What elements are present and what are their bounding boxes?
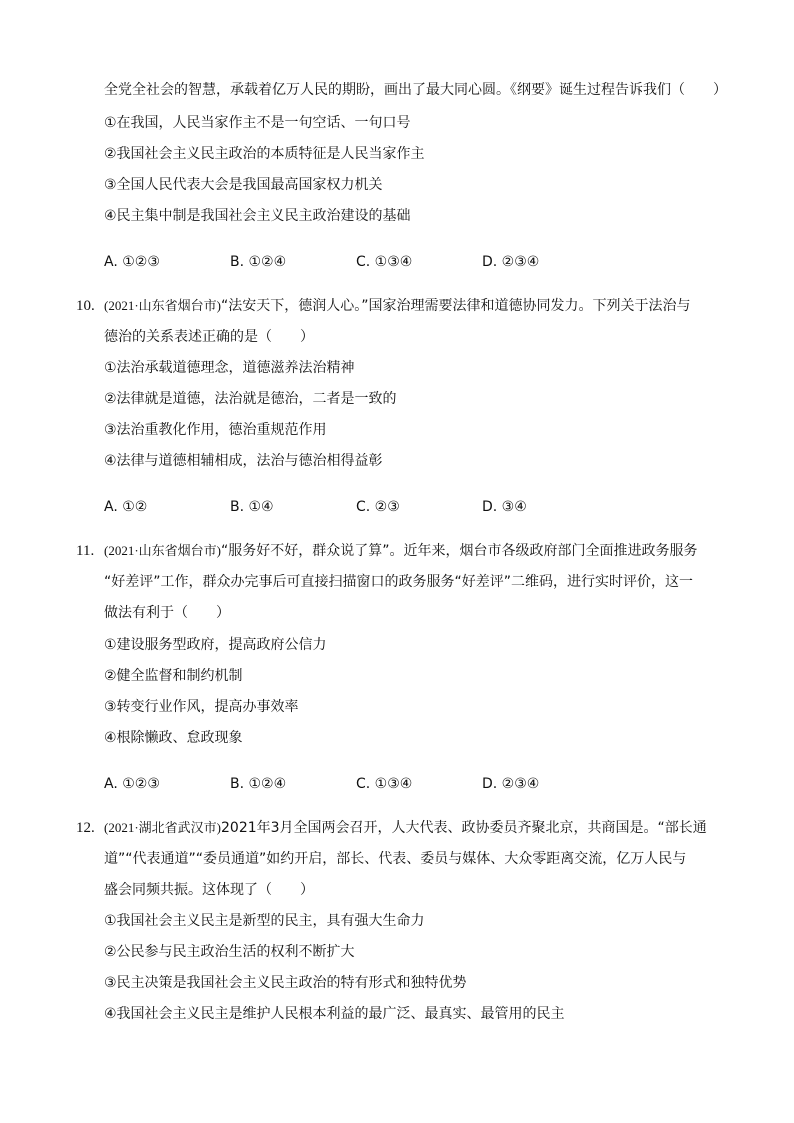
q9-stem-continuation: 全党全社会的智慧，承载着亿万人民的期盼，画出了最大同心圆。《纲要》诞生过程告诉我们（ ）	[104, 82, 727, 98]
q9-option-a: A. ①②③	[104, 254, 160, 270]
q12-statement-2: ②公民参与民主政治生活的权利不断扩大	[104, 944, 355, 960]
q10-stem-line-2: 德治的关系表述正确的是（ ）	[104, 329, 314, 345]
q9-statement-2: ②我国社会主义民主政治的本质特征是人民当家作主	[104, 146, 425, 162]
q12-number: 12.	[76, 820, 95, 836]
q11-stem-line-2: “好差评”工作，群众办完事后可直接扫描窗口的政务服务“好差评”二维码，进行实时评价，这一	[104, 574, 694, 590]
q11-option-a: A. ①②③	[104, 776, 160, 792]
q12-statement-3: ③民主决策是我国社会主义民主政治的特有形式和独特优势	[104, 975, 467, 991]
q9-option-d: D. ②③④	[482, 254, 540, 270]
q10-statement-4: ④法律与道德相辅相成，法治与德治相得益彰	[104, 453, 383, 469]
q10-option-a: A. ①②	[104, 499, 148, 515]
q11-stem-line-3: 做法有利于（ ）	[104, 605, 230, 621]
q9-statement-1: ①在我国，人民当家作主不是一句空话、一句口号	[104, 115, 411, 131]
q11-statement-4: ④根除懒政、怠政现象	[104, 730, 243, 746]
q12-statement-4: ④我国社会主义民主是维护人民根本利益的最广泛、最真实、最管用的民主	[104, 1006, 565, 1022]
q12-stem-line-1	[104, 818, 707, 838]
q10-option-d: D. ③④	[482, 499, 527, 515]
q11-statement-2: ②健全监督和制约机制	[104, 668, 243, 684]
q10-number: 10.	[76, 298, 95, 314]
q9-statement-4: ④民主集中制是我国社会主义民主政治建设的基础	[104, 208, 411, 224]
q11-statement-1: ①建设服务型政府，提高政府公信力	[104, 637, 327, 653]
q12-source: (2021·湖北省武汉市)	[104, 820, 221, 835]
q12-stem-line-3: 盛会同频共振。这体现了（ ）	[104, 882, 314, 898]
q10-statement-3: ③法治重教化作用，德治重规范作用	[104, 422, 327, 438]
q11-source: (2021·山东省烟台市)	[104, 543, 221, 558]
q10-stem-line-1	[104, 296, 691, 316]
q11-option-b: B. ①②④	[230, 776, 287, 792]
q10-option-c: C. ②③	[356, 499, 400, 515]
q11-number: 11.	[76, 543, 95, 559]
q12-stem-line-2: 道”“代表通道”“委员通道”如约开启，部长、代表、委员与媒体、大众零距离交流，亿万人民与	[104, 851, 687, 867]
q12-stem-text-1: 2021年3月全国两会召开，人大代表、政协委员齐聚北京，共商国是。“部长通	[221, 820, 707, 836]
q10-option-b: B. ①④	[230, 499, 274, 515]
q12-statement-1: ①我国社会主义民主是新型的民主，具有强大生命力	[104, 913, 425, 929]
q10-stem-text-1: “法安天下，德润人心。”国家治理需要法律和道德协同发力。下列关于法治与	[221, 298, 691, 314]
q9-statement-3: ③全国人民代表大会是我国最高国家权力机关	[104, 177, 383, 193]
q11-option-c: C. ①③④	[356, 776, 413, 792]
q10-statement-2: ②法律就是道德，法治就是德治，二者是一致的	[104, 391, 397, 407]
q11-statement-3: ③转变行业作风，提高办事效率	[104, 699, 299, 715]
q11-option-d: D. ②③④	[482, 776, 540, 792]
q10-statement-1: ①法治承载道德理念，道德滋养法治精神	[104, 360, 355, 376]
q11-stem-line-1	[104, 541, 698, 561]
q10-source: (2021·山东省烟台市)	[104, 298, 221, 313]
q9-option-b: B. ①②④	[230, 254, 287, 270]
q11-stem-text-1: “服务好不好，群众说了算”。近年来，烟台市各级政府部门全面推进政务服务	[221, 543, 698, 559]
q9-option-c: C. ①③④	[356, 254, 413, 270]
